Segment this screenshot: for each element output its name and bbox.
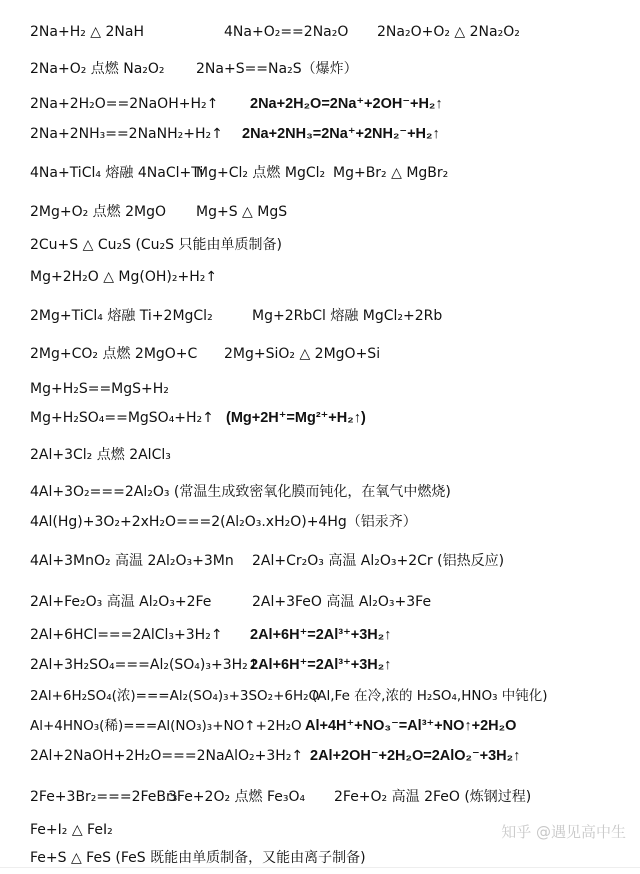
ionic-equation: 2Na+2NH₃=2Na⁺+2NH₂⁻+H₂↑ — [242, 126, 440, 142]
equation: 2Cu+S △ Cu₂S (Cu₂S 只能由单质制备) — [30, 237, 282, 253]
ionic-equation: 2Al+6H⁺=2Al³⁺+3H₂↑ — [250, 657, 392, 673]
equation: 2Al+6H₂SO₄(浓)===Al₂(SO₄)₃+3SO₂+6H₂O — [30, 688, 320, 704]
ionic-equation: Al+4H⁺+NO₃⁻=Al³⁺+NO↑+2H₂O — [305, 718, 517, 734]
equation: 3Fe+2O₂ 点燃 Fe₃O₄ — [168, 789, 306, 805]
equation: 2Al+3H₂SO₄===Al₂(SO₄)₃+3H₂↑ — [30, 657, 260, 673]
equation: Al+4HNO₃(稀)===Al(NO₃)₃+NO↑+2H₂O — [30, 718, 302, 734]
equation: 2Mg+SiO₂ △ 2MgO+Si — [224, 346, 381, 362]
equation: Mg+Cl₂ 点燃 MgCl₂ — [196, 165, 326, 181]
equation: 2Al+Cr₂O₃ 高温 Al₂O₃+2Cr (铝热反应) — [252, 553, 505, 569]
equation: 2Mg+O₂ 点燃 2MgO — [30, 204, 167, 220]
equation: 4Al+3O₂===2Al₂O₃ (常温生成致密氧化膜而钝化，在氧气中燃烧) — [30, 484, 451, 500]
equation: 2Na+O₂ 点燃 Na₂O₂ — [30, 61, 165, 77]
equation: 2Fe+3Br₂===2FeBr₃ — [30, 789, 178, 805]
note: (Al,Fe 在冷,浓的 H₂SO₄,HNO₃ 中钝化) — [312, 688, 548, 704]
divider — [0, 867, 640, 868]
equation: 4Na+TiCl₄ 熔融 4NaCl+Ti — [30, 165, 204, 181]
equation: 2Na+2NH₃==2NaNH₂+H₂↑ — [30, 126, 223, 142]
equation: 2Mg+CO₂ 点燃 2MgO+C — [30, 346, 198, 362]
ionic-equation: 2Al+6H⁺=2Al³⁺+3H₂↑ — [250, 627, 392, 643]
equation: 4Al+3MnO₂ 高温 2Al₂O₃+3Mn — [30, 553, 234, 569]
equation: 2Al+Fe₂O₃ 高温 Al₂O₃+2Fe — [30, 594, 212, 610]
ionic-equation: 2Na+2H₂O=2Na⁺+2OH⁻+H₂↑ — [250, 96, 443, 112]
equation: 2Al+6HCl===2AlCl₃+3H₂↑ — [30, 627, 223, 643]
equation: 2Na+H₂ △ 2NaH — [30, 24, 144, 40]
equation: Fe+S △ FeS (FeS 既能由单质制备，又能由离子制备) — [30, 850, 366, 866]
ionic-equation: 2Al+2OH⁻+2H₂O=2AlO₂⁻+3H₂↑ — [310, 748, 521, 764]
equation: 2Na₂O+O₂ △ 2Na₂O₂ — [377, 24, 520, 40]
equation: Mg+H₂SO₄==MgSO₄+H₂↑ — [30, 410, 214, 426]
equation: 2Fe+O₂ 高温 2FeO (炼钢过程) — [334, 789, 532, 805]
equation: 2Al+3FeO 高温 Al₂O₃+3Fe — [252, 594, 432, 610]
equation: 4Al(Hg)+3O₂+2xH₂O===2(Al₂O₃.xH₂O)+4Hg（铝汞齐） — [30, 514, 417, 530]
equation: 2Al+2NaOH+2H₂O===2NaAlO₂+3H₂↑ — [30, 748, 304, 764]
equation: Mg+2RbCl 熔融 MgCl₂+2Rb — [252, 308, 443, 324]
equation: Fe+I₂ △ FeI₂ — [30, 822, 113, 838]
equation: Mg+S △ MgS — [196, 204, 288, 220]
equation: Mg+Br₂ △ MgBr₂ — [333, 165, 449, 181]
equation: Mg+2H₂O △ Mg(OH)₂+H₂↑ — [30, 269, 218, 285]
equation: 2Al+3Cl₂ 点燃 2AlCl₃ — [30, 447, 171, 463]
equation: 4Na+O₂==2Na₂O — [224, 24, 349, 40]
watermark: 知乎 @遇见高中生 — [501, 823, 626, 841]
equation: 2Na+2H₂O==2NaOH+H₂↑ — [30, 96, 219, 112]
equation: Mg+H₂S==MgS+H₂ — [30, 381, 169, 397]
equation: 2Na+S==Na₂S（爆炸） — [196, 61, 358, 77]
ionic-equation: (Mg+2H⁺=Mg²⁺+H₂↑) — [226, 410, 366, 426]
equation: 2Mg+TiCl₄ 熔融 Ti+2MgCl₂ — [30, 308, 213, 324]
